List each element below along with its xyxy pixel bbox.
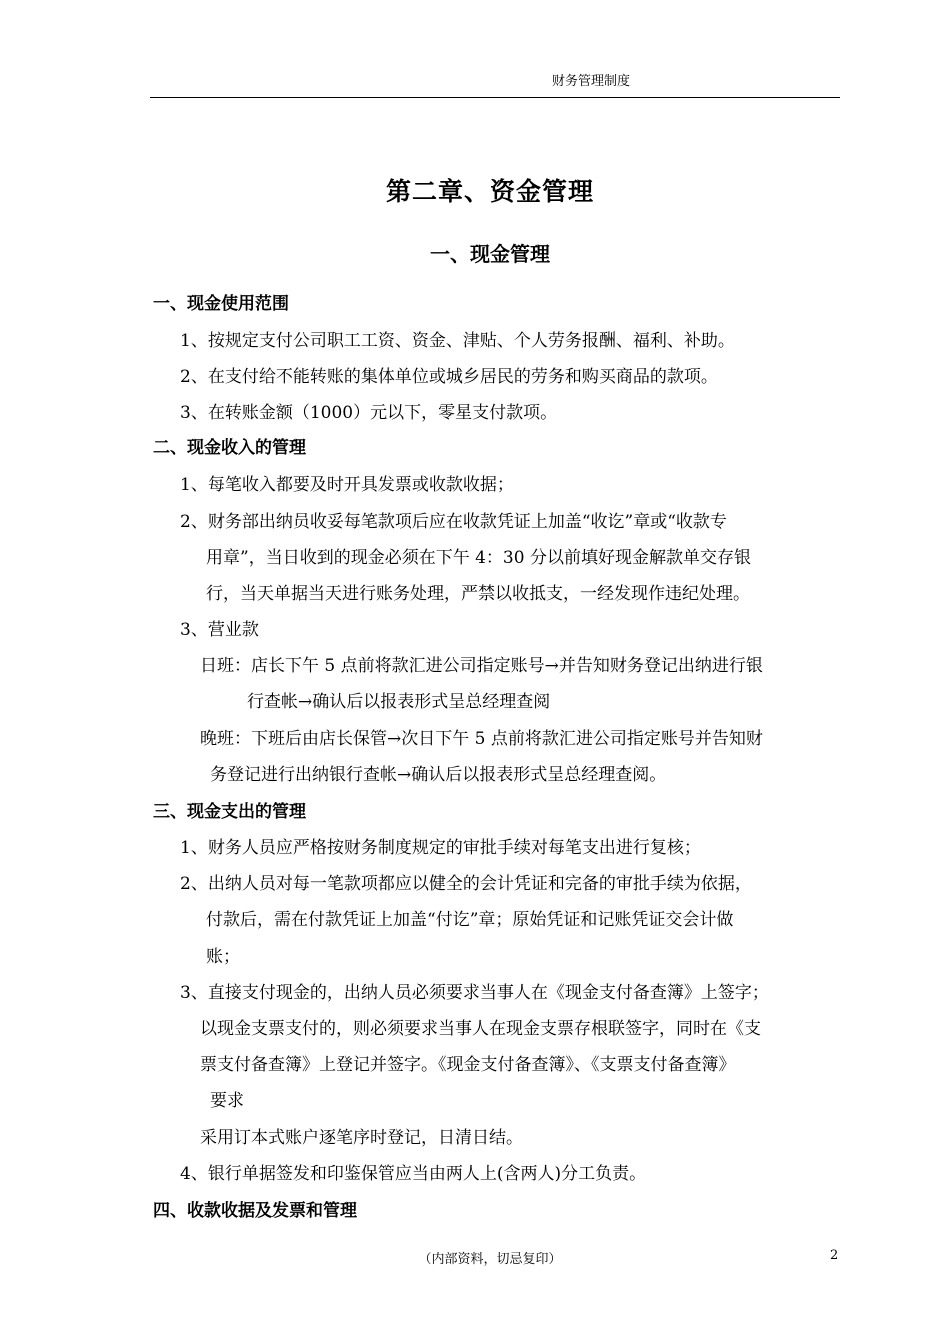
paragraph-line: 2、在支付给不能转账的集体单位或城乡居民的劳务和购买商品的款项。 [180, 367, 718, 387]
paragraph-line: 票支付备查簿》上登记并签字。《现金支付备查簿》、《支票支付备查簿》 [200, 1055, 736, 1075]
paragraph-line: 账； [206, 947, 240, 967]
paragraph-line: 日班：店长下午 5 点前将款汇进公司指定账号→并告知财务登记出纳进行银 [200, 656, 763, 676]
paragraph-line: 3、营业款 [180, 620, 259, 640]
paragraph-line: 2、财务部出纳员收妥每笔款项后应在收款凭证上加盖“收讫”章或“收款专 [180, 512, 727, 532]
heading-cash-scope: 一、现金使用范围 [153, 294, 289, 314]
paragraph-line: 1、按规定支付公司职工工资、资金、津贴、个人劳务报酬、福利、补助。 [180, 331, 735, 351]
paragraph-line: 务登记进行出纳银行查帐→确认后以报表形式呈总经理查阅。 [210, 765, 667, 785]
paragraph-line: 4、银行单据签发和印鉴保管应当由两人上(含两人)分工负责。 [180, 1164, 647, 1184]
footer-note: （内部资料，切忌复印） [418, 1252, 562, 1267]
paragraph-line: 3、在转账金额（1000）元以下，零星支付款项。 [180, 403, 558, 423]
paragraph-line: 3、直接支付现金的，出纳人员必须要求当事人在《现金支付备查簿》上签字； [180, 983, 769, 1003]
heading-cash-expense: 三、现金支出的管理 [153, 802, 306, 822]
paragraph-line: 行查帐→确认后以报表形式呈总经理查阅 [247, 692, 551, 712]
paragraph-line: 采用订本式账户逐笔序时登记，日清日结。 [200, 1128, 523, 1148]
page-number: 2 [830, 1248, 839, 1263]
paragraph-line: 晚班：下班后由店长保管→次日下午 5 点前将款汇进公司指定账号并告知财 [200, 729, 763, 749]
paragraph-line: 1、财务人员应严格按财务制度规定的审批手续对每笔支出进行复核； [180, 838, 701, 858]
heading-cash-income: 二、现金收入的管理 [153, 438, 306, 458]
paragraph-line: 要求 [210, 1091, 244, 1111]
paragraph-line: 2、出纳人员对每一笔款项都应以健全的会计凭证和完备的审批手续为依据， [180, 874, 752, 894]
running-header: 财务管理制度 [552, 74, 631, 89]
paragraph-line: 行，当天单据当天进行账务处理，严禁以收抵支，一经发现作违纪处理。 [206, 584, 750, 604]
paragraph-line: 用章”，当日收到的现金必须在下午 4：30 分以前填好现金解款单交存银 [206, 548, 751, 568]
header-rule [150, 97, 840, 98]
paragraph-line: 1、每笔收入都要及时开具发票或收款收据； [180, 475, 514, 495]
paragraph-line: 以现金支票支付的，则必须要求当事人在现金支票存根联签字，同时在《支 [200, 1019, 761, 1039]
chapter-title: 第二章、资金管理 [385, 177, 594, 206]
section-title: 一、现金管理 [430, 242, 550, 266]
heading-receipts-invoices: 四、收款收据及发票和管理 [153, 1201, 357, 1221]
paragraph-line: 付款后，需在付款凭证上加盖“付讫”章；原始凭证和记账凭证交会计做 [206, 910, 734, 930]
